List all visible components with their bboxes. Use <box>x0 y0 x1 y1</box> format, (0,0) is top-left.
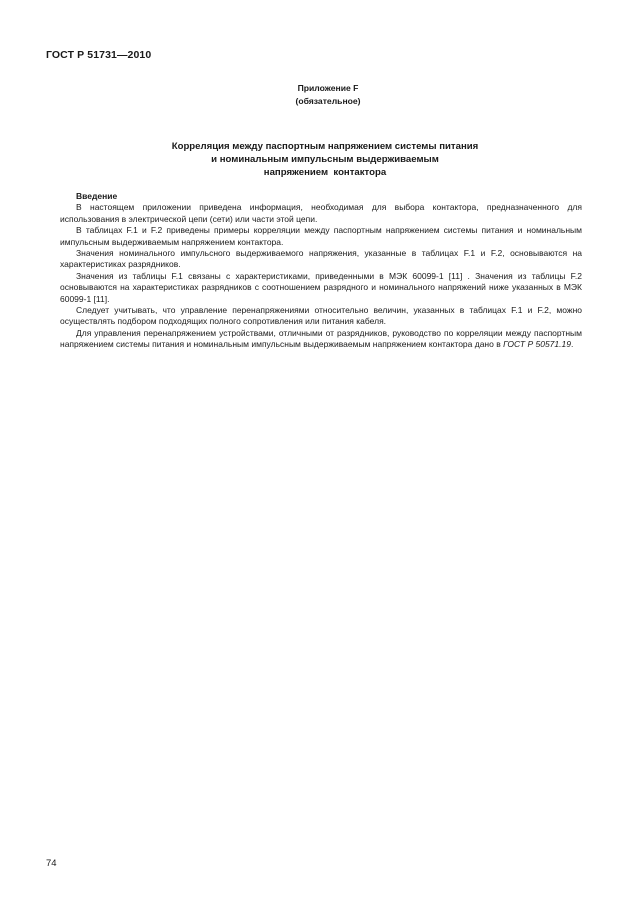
document-body <box>60 191 582 351</box>
paragraph: Значения номинального импульсного выдерживаемого напряжения, указанные в таблицах F.1 и F.2, основываются на характеристиках разрядников. <box>60 248 582 270</box>
paragraph-last <box>60 328 582 351</box>
annex-heading <box>0 82 630 107</box>
section-title-line-1: Корреляция между паспортным напряжением системы питания <box>171 141 479 152</box>
paragraph: В настоящем приложении приведена информация, необходимая для выбора контактора, предназначенного для использования в электрической цепи (сети) или части этой цепи. <box>60 202 582 224</box>
paragraph: Следует учитывать, что управление перенапряжениями относительно величин, указанных в таблицах F.1 и F.2, можно осуществлять подбором подходящих полного сопротивления или питания кабеля. <box>60 305 582 327</box>
section-title-line-2: и номинальным импульсным выдерживаемым <box>211 154 439 165</box>
annex-status: (обязательное) <box>295 95 361 106</box>
paragraph-last-text: Для управления перенапряжением устройствами, отличными от разрядников, руководство по корреляции между паспортным напряжением системы питания и номинальным импульсным выдерживаемым напряжением контактора дано в <box>60 327 582 350</box>
section-title-line-3: напряжением контактора <box>263 167 387 178</box>
document-header: ГОСТ Р 51731—2010 <box>46 49 152 61</box>
standard-reference: ГОСТ Р 50571.19 <box>503 339 571 350</box>
section-title <box>0 140 630 179</box>
page-number: 74 <box>46 858 57 869</box>
annex-title: Приложение F <box>297 83 359 93</box>
paragraph-last-end: . <box>570 339 574 350</box>
intro-heading: Введение <box>76 191 118 201</box>
paragraph: Значения из таблицы F.1 связаны с характеристиками, приведенными в МЭК 60099-1 [11] . Значения из таблицы F.2 основываются на характеристиках разрядников с соотношением разрядного и номинального напряжений ниже указанных в МЭК 60099-1 [11]. <box>60 270 582 304</box>
paragraph: В таблицах F.1 и F.2 приведены примеры корреляции между паспортным напряжением системы питания и номинальным импульсным выдерживаемым напряжением контактора. <box>60 225 582 247</box>
